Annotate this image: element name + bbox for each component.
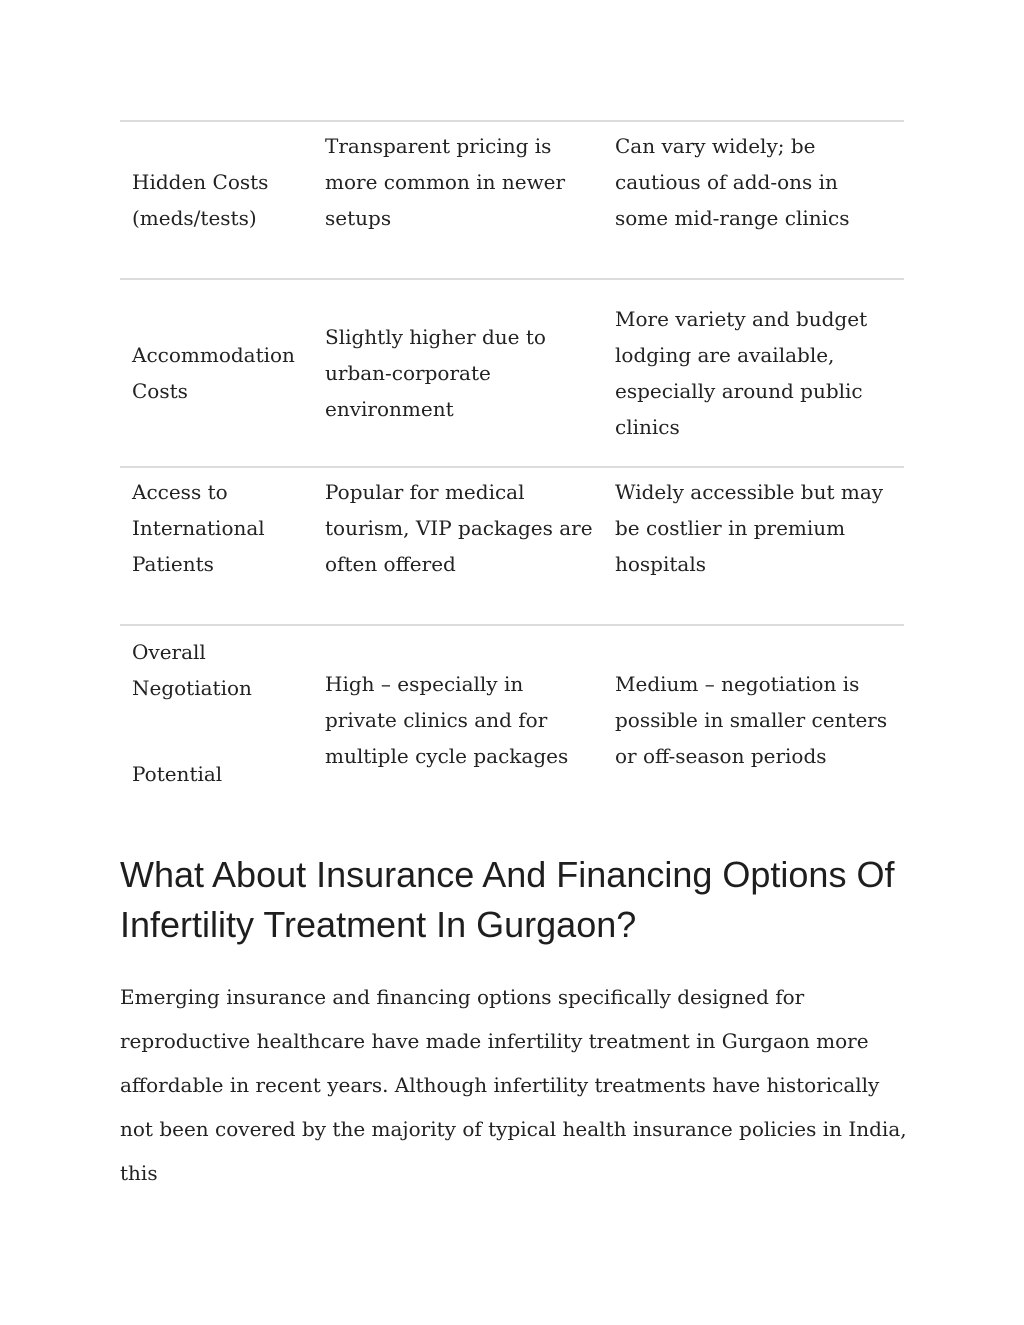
row-label <box>120 625 313 814</box>
table-row <box>120 625 904 814</box>
comparison-table <box>120 120 904 814</box>
gurgaon-cell: High – especially in private clinics and for multiple cycle packages <box>325 672 569 768</box>
row-label-spacer <box>132 706 305 756</box>
other-cell: Medium – negotiation is possible in smaller centers or off-season periods <box>615 672 888 768</box>
row-label: Accommodation Costs <box>132 343 295 403</box>
gurgaon-cell: Popular for medical tourism, VIP packages are often offered <box>325 480 593 576</box>
table-row <box>120 121 904 279</box>
section-heading: What About Insurance And Financing Options Of Infertility Treatment In Gurgaon? <box>120 854 895 945</box>
gurgaon-cell: Slightly higher due to urban-corporate environment <box>325 325 546 421</box>
comparison-table-wrapper <box>120 120 904 814</box>
row-label: Hidden Costs (meds/tests) <box>132 170 269 230</box>
other-cell: Can vary widely; be cautious of add-ons in some mid-range clinics <box>615 134 850 230</box>
other-cell: Widely accessible but may be costlier in premium hospitals <box>615 480 884 576</box>
section-paragraph: Emerging insurance and financing options specifically designed for reproductive healthcare have made infertility treatment in Gurgaon more affordable in recent years. Although infertility treatments have historically not been covered by the majority of typical health insurance policies in India, this <box>120 985 907 1185</box>
row-label: Access to International Patients <box>132 480 265 576</box>
table-row <box>120 467 904 625</box>
other-cell: More variety and budget lodging are available, especially around public clinics <box>615 307 868 439</box>
row-label-line1: Overall Negotiation <box>132 640 252 700</box>
row-label-line2: Potential <box>132 762 223 786</box>
table-row <box>120 279 904 467</box>
gurgaon-cell: Transparent pricing is more common in newer setups <box>325 134 566 230</box>
